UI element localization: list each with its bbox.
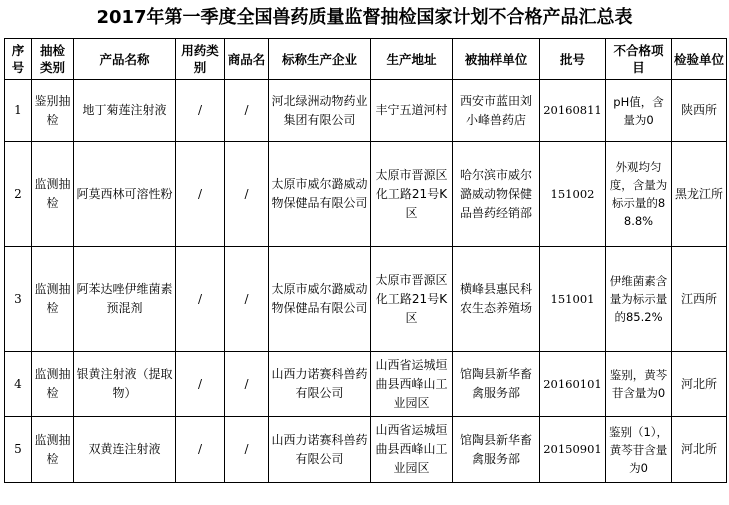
header-batch: 批号 [540,39,606,80]
header-manufacturer: 标称生产企业 [269,39,371,80]
cell-testing-unit: 黑龙江所 [672,142,727,247]
cell-manufacturer: 山西力诺赛科兽药有限公司 [269,417,371,483]
cell-testing-unit: 江西所 [672,247,727,352]
cell-batch: 151001 [540,247,606,352]
cell-trade-name: / [225,352,269,417]
cell-seq: 2 [5,142,32,247]
cell-trade-name: / [225,142,269,247]
page-title: 2017年第一季度全国兽药质量监督抽检国家计划不合格产品汇总表 [96,7,633,28]
cell-batch: 151002 [540,142,606,247]
cell-sampled-unit: 横峰县惠民科农生态养殖场 [453,247,540,352]
cell-failed-items: 外观均匀度，含量为标示量的88.8% [606,142,672,247]
cell-address: 丰宁五道河村 [371,80,453,142]
cell-sampling-type: 监测抽检 [32,142,74,247]
cell-drug-category: / [176,80,225,142]
cell-seq: 3 [5,247,32,352]
cell-sampled-unit: 西安市蓝田刘小峰兽药店 [453,80,540,142]
cell-sampled-unit: 哈尔滨市威尔潞威动物保健品兽药经销部 [453,142,540,247]
table-row [5,247,727,352]
cell-trade-name: / [225,417,269,483]
cell-drug-category: / [176,352,225,417]
header-failed-items: 不合格项目 [606,39,672,80]
cell-product-name: 银黄注射液（提取物） [74,352,176,417]
cell-sampling-type: 监测抽检 [32,247,74,352]
header-trade-name: 商品名 [225,39,269,80]
cell-sampling-type: 鉴别抽检 [32,80,74,142]
header-seq: 序号 [5,39,32,80]
cell-seq: 1 [5,80,32,142]
cell-drug-category: / [176,417,225,483]
cell-batch: 20160811 [540,80,606,142]
cell-manufacturer: 山西力诺赛科兽药有限公司 [269,352,371,417]
table-row [5,417,727,483]
table-header-row [5,39,727,80]
header-product-name: 产品名称 [74,39,176,80]
cell-testing-unit: 河北所 [672,352,727,417]
cell-manufacturer: 河北绿洲动物药业集团有限公司 [269,80,371,142]
cell-manufacturer: 太原市威尔潞威动物保健品有限公司 [269,247,371,352]
cell-sampled-unit: 馆陶县新华畜禽服务部 [453,352,540,417]
cell-sampling-type: 监测抽检 [32,417,74,483]
cell-product-name: 阿苯达唑伊维菌素预混剂 [74,247,176,352]
header-sampling-type: 抽检类别 [32,39,74,80]
cell-manufacturer: 太原市威尔潞威动物保健品有限公司 [269,142,371,247]
cell-trade-name: / [225,247,269,352]
cell-batch: 20150901 [540,417,606,483]
cell-address: 山西省运城垣曲县西峰山工业园区 [371,352,453,417]
header-drug-category: 用药类别 [176,39,225,80]
cell-drug-category: / [176,247,225,352]
cell-failed-items: 鉴别（1），黄芩苷含量为0 [606,417,672,483]
cell-failed-items: pH值，含量为0 [606,80,672,142]
cell-drug-category: / [176,142,225,247]
cell-seq: 5 [5,417,32,483]
unqualified-products-table [4,38,727,483]
header-address: 生产地址 [371,39,453,80]
cell-address: 太原市晋源区化工路21号K区 [371,247,453,352]
cell-testing-unit: 河北所 [672,417,727,483]
cell-batch: 20160101 [540,352,606,417]
table-row [5,142,727,247]
cell-address: 太原市晋源区化工路21号K区 [371,142,453,247]
table-row [5,80,727,142]
cell-product-name: 双黄连注射液 [74,417,176,483]
cell-failed-items: 伊维菌素含量为标示量的85.2% [606,247,672,352]
cell-failed-items: 鉴别，黄芩苷含量为0 [606,352,672,417]
header-sampled-unit: 被抽样单位 [453,39,540,80]
cell-sampling-type: 监测抽检 [32,352,74,417]
table-row [5,352,727,417]
cell-sampled-unit: 馆陶县新华畜禽服务部 [453,417,540,483]
cell-product-name: 地丁菊莲注射液 [74,80,176,142]
cell-address: 山西省运城垣曲县西峰山工业园区 [371,417,453,483]
cell-product-name: 阿莫西林可溶性粉 [74,142,176,247]
header-testing-unit: 检验单位 [672,39,727,80]
cell-trade-name: / [225,80,269,142]
cell-testing-unit: 陕西所 [672,80,727,142]
cell-seq: 4 [5,352,32,417]
